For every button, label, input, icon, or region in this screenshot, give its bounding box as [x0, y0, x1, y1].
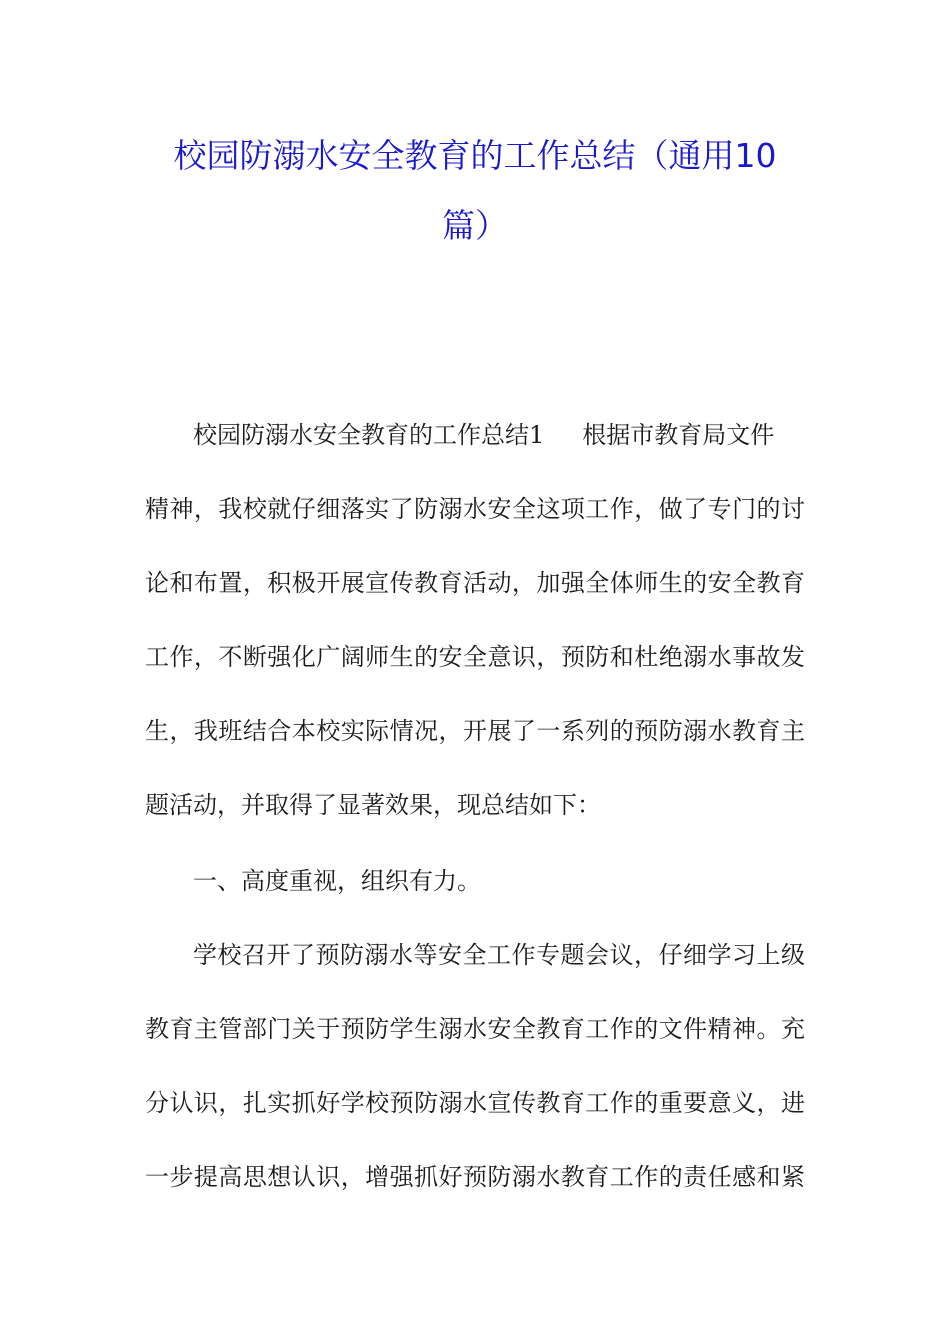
paragraph-line: 生，我班结合本校实际情况，开展了一系列的预防溺水教育主 [145, 717, 805, 745]
paragraph-line [193, 420, 805, 450]
paragraph-line: 工作，不断强化广阔师生的安全意识，预防和杜绝溺水事故发 [145, 643, 805, 671]
paragraph-line: 精神，我校就仔细落实了防溺水安全这项工作，做了专门的讨 [145, 495, 805, 523]
paragraph-line: 分认识，扎实抓好学校预防溺水宣传教育工作的重要意义，进 [145, 1089, 805, 1117]
paragraph-line: 学校召开了预防溺水等安全工作专题会议，仔细学习上级 [193, 941, 805, 969]
document-title-line-1: 校园防溺水安全教育的工作总结（通用10 [173, 136, 777, 175]
paragraph-line: 论和布置，积极开展宣传教育活动，加强全体师生的安全教育 [145, 569, 805, 597]
document-title-line-2: 篇） [442, 206, 508, 245]
paragraph-text: 根据市教育局文件 [582, 421, 775, 449]
section-heading: 校园防溺水安全教育的工作总结1 [193, 421, 545, 449]
section-subheading: 一、高度重视，组织有力。 [193, 867, 481, 895]
paragraph-line: 一步提高思想认识，增强抓好预防溺水教育工作的责任感和紧 [145, 1163, 805, 1191]
paragraph-line: 题活动，并取得了显著效果，现总结如下： [145, 791, 601, 819]
paragraph-line: 教育主管部门关于预防学生溺水安全教育工作的文件精神。充 [145, 1015, 805, 1043]
